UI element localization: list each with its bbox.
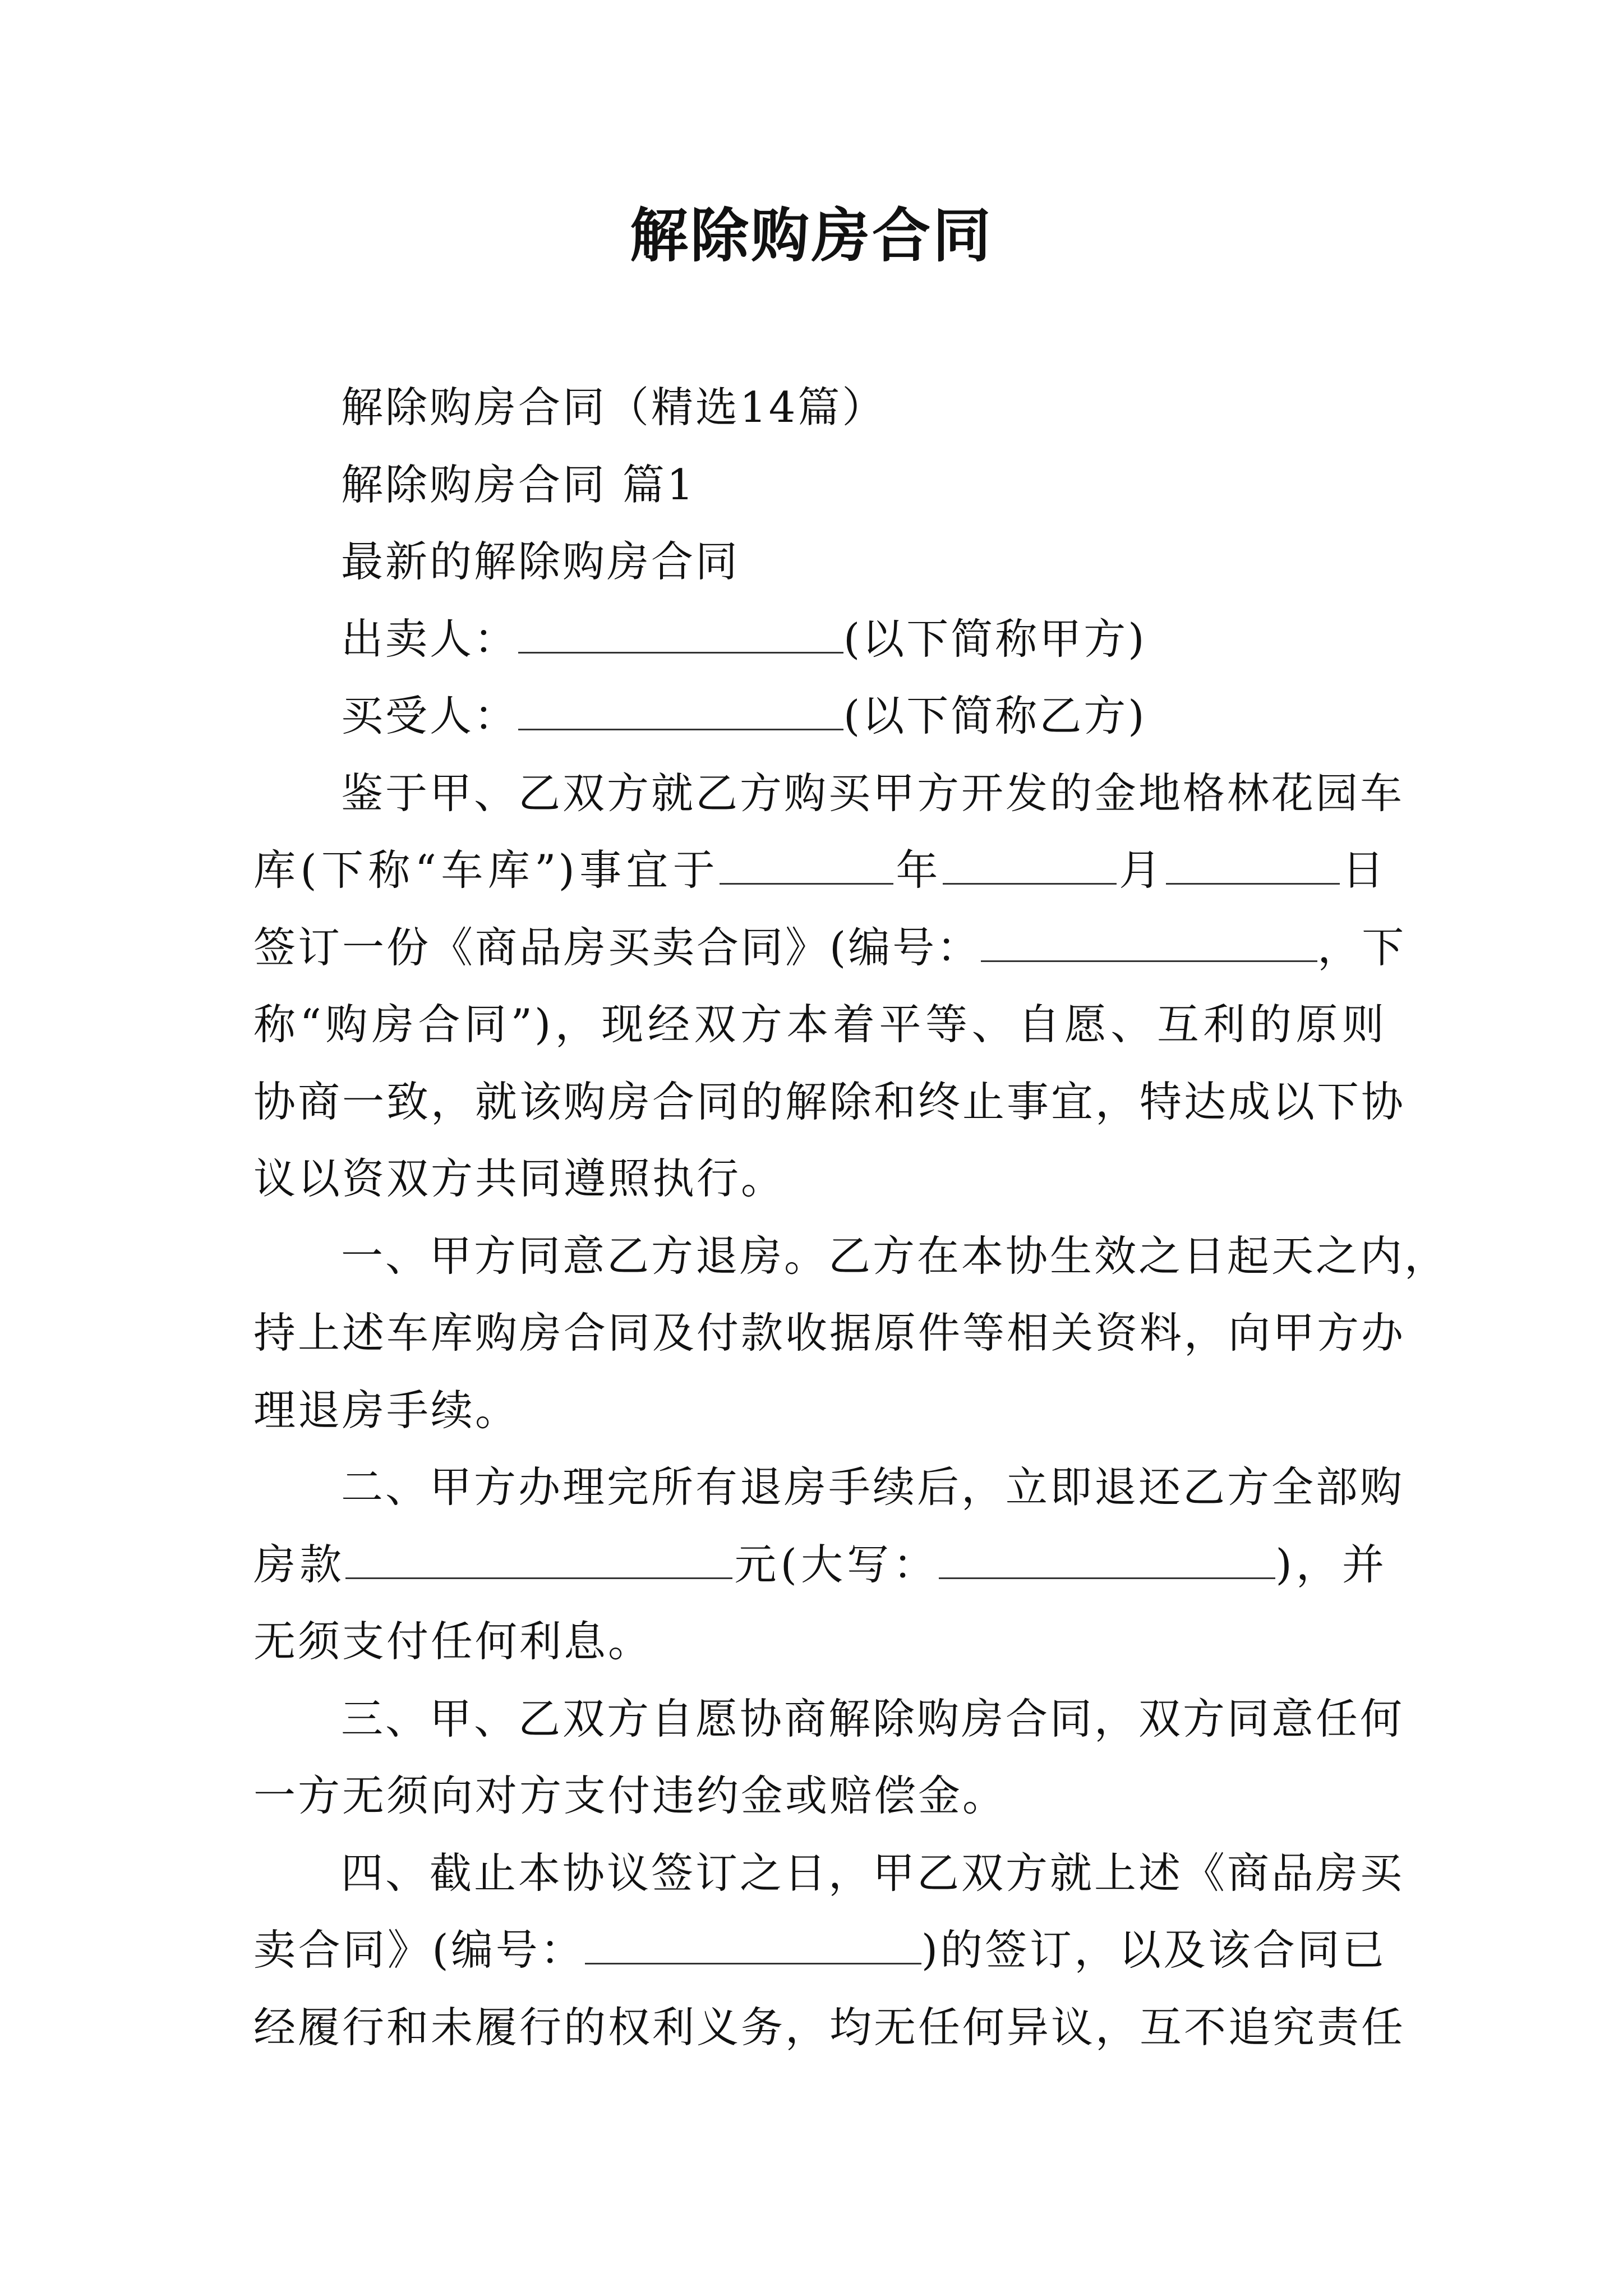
preamble-line-1: 鉴于甲、乙双方就乙方购买甲方开发的金地格林花园车 (341, 768, 1405, 818)
preamble-line-3 (253, 909, 1407, 987)
clause1-line-3: 理退房手续。 (253, 1385, 520, 1435)
document-body (253, 369, 1449, 2066)
year-blank (720, 848, 893, 885)
clause2-line-3: 无须支付任何利息。 (253, 1617, 653, 1666)
preamble-text: 库(下称“车库”)事宜于 (253, 845, 720, 895)
clause2-text: 房款 (253, 1539, 346, 1589)
document-title: 解除购房合同 (629, 201, 993, 270)
section-heading: 解除购房合同 篇1 (341, 459, 696, 509)
clause2-line-1: 二、甲方办理完所有退房手续后，立即退还乙方全部购 (341, 1462, 1405, 1512)
day-label: 日 (1339, 845, 1386, 895)
clause3-line-2: 一方无须向对方支付违约金或赔偿金。 (253, 1771, 1007, 1820)
preamble-text: ，下 (1317, 922, 1407, 972)
clause1-line-2: 持上述车库购房合同及付款收据原件等相关资料，向甲方办 (253, 1308, 1406, 1358)
seller-name-blank (518, 617, 843, 654)
month-label: 月 (1116, 845, 1166, 895)
amount-in-words-blank (939, 1543, 1275, 1579)
buyer-name-blank (518, 694, 843, 730)
preamble-line-4: 称“购房合同”)，现经双方本着平等、自愿、互利的原则 (253, 1000, 1386, 1049)
seller-suffix: (以下简称甲方) (843, 614, 1147, 664)
clause4-line-3: 经履行和未履行的权利义务，均无任何异议，互不追究责任 (253, 2002, 1406, 2052)
intro-heading: 最新的解除购房合同 (341, 537, 740, 586)
preamble-text: 签订一份《商品房买卖合同》(编号： (253, 922, 981, 972)
preamble-line-2 (253, 832, 1386, 909)
clause2-text: )，并 (1275, 1539, 1386, 1589)
year-label: 年 (893, 845, 943, 895)
buyer-label: 买受人： (341, 691, 519, 740)
preamble-line-6: 议以资双方共同遵照执行。 (253, 1154, 786, 1203)
contract-number-blank-2 (585, 1928, 921, 1964)
clause3-line-1: 三、甲、乙双方自愿协商解除购房合同，双方同意任何 (341, 1694, 1405, 1743)
month-blank (943, 848, 1117, 885)
amount-blank (345, 1543, 732, 1579)
clause4-line-2 (253, 1912, 1386, 1989)
seller-line (253, 601, 1386, 678)
seller-label: 出卖人： (341, 614, 519, 664)
clause4-text: 卖合同》(编号： (253, 1925, 585, 1975)
day-blank (1166, 848, 1340, 885)
clause1-line-1: 一、甲方同意乙方退房。乙方在本协生效之日起天之内， (341, 1231, 1449, 1281)
contract-number-blank (981, 926, 1317, 962)
preamble-line-5: 协商一致，就该购房合同的解除和终止事宜，特达成以下协 (253, 1076, 1406, 1126)
clause2-line-2 (253, 1526, 1386, 1604)
document-subtitle: 解除购房合同（精选14篇） (341, 383, 887, 432)
clause2-text: 元(大写： (732, 1539, 939, 1589)
buyer-line (253, 678, 1386, 755)
buyer-suffix: (以下简称乙方) (843, 691, 1147, 740)
clause4-line-1: 四、截止本协议签订之日，甲乙双方就上述《商品房买 (341, 1848, 1405, 1898)
clause4-text: )的签订，以及该合同已 (921, 1925, 1386, 1975)
